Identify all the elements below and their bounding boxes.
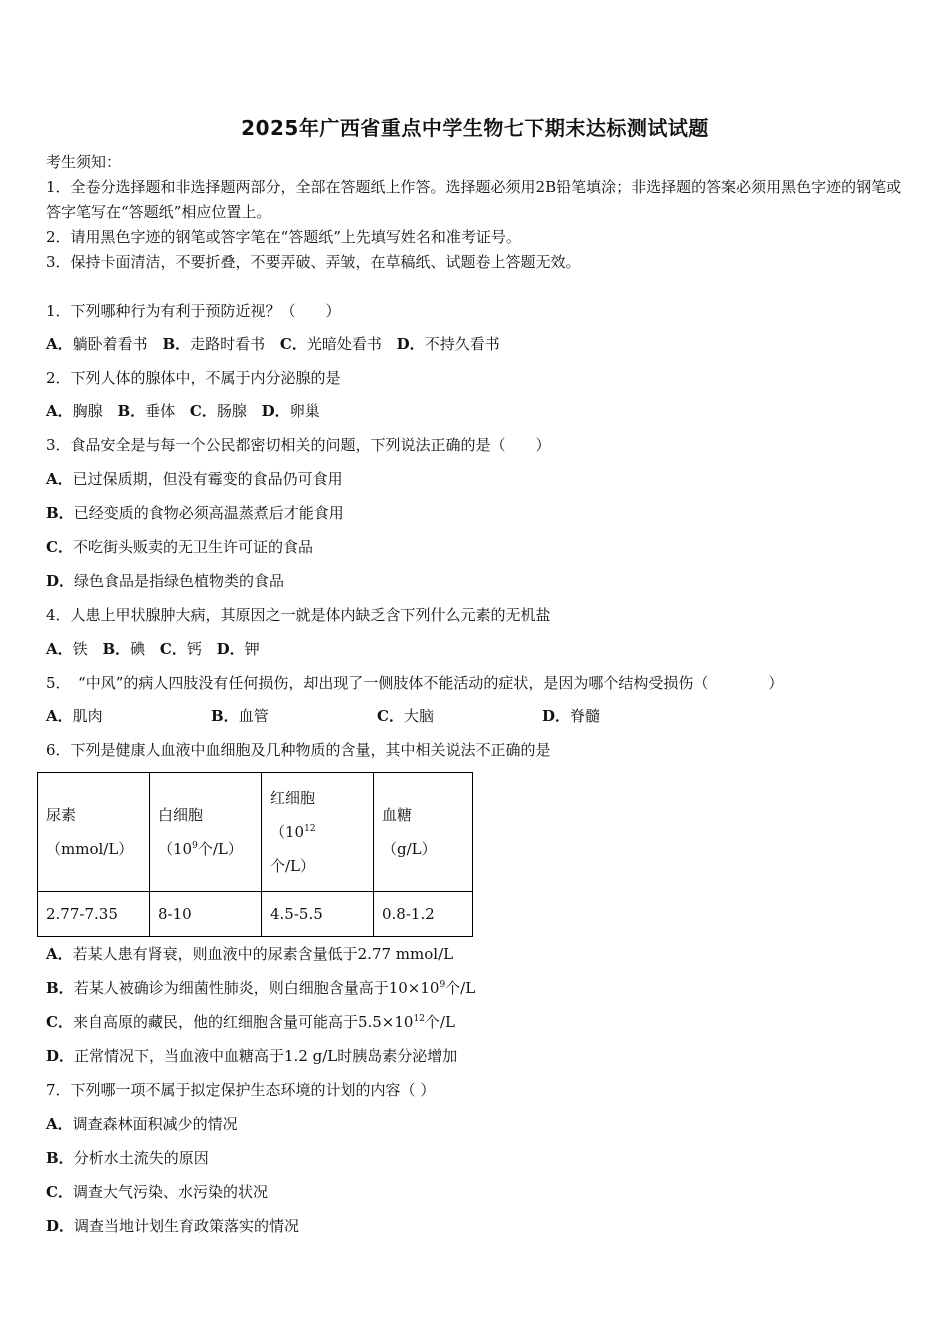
option-row <box>46 537 313 557</box>
header-unit: 个/L） <box>270 857 316 875</box>
option-letter: A． <box>46 640 73 658</box>
option-row <box>46 944 453 964</box>
option-row <box>46 503 344 523</box>
option-letter: D． <box>46 572 75 590</box>
option-letter: D． <box>46 1047 75 1065</box>
option-letter: D． <box>396 335 425 353</box>
option-letter: A． <box>46 470 73 488</box>
option-exponent: 12 <box>413 1014 425 1024</box>
option-text: 正常情况下，当血液中血糖高于1.2 g/L时胰岛素分泌增加 <box>74 1047 458 1065</box>
table-cell: 4.5-5.5 <box>262 892 374 937</box>
header-name: 白细胞 <box>158 806 204 824</box>
table-header-cell <box>150 773 262 892</box>
option-text: 钾 <box>244 640 260 658</box>
question-stem: 7．下列哪一项不属于拟定保护生态环境的计划的内容（ ） <box>46 1081 436 1099</box>
question-options <box>46 401 320 421</box>
option-letter: A． <box>46 945 73 963</box>
option-row <box>46 1046 457 1066</box>
option-letter: B． <box>117 402 146 420</box>
option-row <box>46 1148 209 1168</box>
option-text: 卵巢 <box>289 402 320 420</box>
option-letter: B． <box>46 504 74 522</box>
option-text: 血管 <box>238 707 269 725</box>
option-text: 已经变质的食物必须高温蒸煮后才能食用 <box>73 504 344 522</box>
option-letter: D． <box>542 707 571 725</box>
option-text: 肠腺 <box>216 402 247 420</box>
notice-heading: 考生须知： <box>46 153 122 171</box>
option-row <box>46 1114 238 1134</box>
option-letter: B． <box>102 640 131 658</box>
option-letter: A． <box>46 707 73 725</box>
notice-item: 3．保持卡面清洁，不要折叠，不要弄破、弄皱，在草稿纸、试题卷上答题无效。 <box>46 253 581 271</box>
header-unit: （10 <box>270 823 305 841</box>
table-cell: 2.77-7.35 <box>38 892 150 937</box>
option-row <box>46 978 475 998</box>
option-letter: B． <box>211 707 239 725</box>
option-text: 胸腺 <box>72 402 103 420</box>
option-letter: C． <box>279 335 307 353</box>
table-header-cell <box>38 773 150 892</box>
notice-item: 1．全卷分选择题和非选择题两部分，全部在答题纸上作答。选择题必须用2B铅笔填涂；非选择题的答案必须用黑色字迹的钢笔或答字笔写在“答题纸”相应位置上。 <box>46 178 902 221</box>
header-unit: （10 <box>158 840 193 858</box>
option-letter: A． <box>46 402 73 420</box>
option-letter: C． <box>189 402 217 420</box>
option-letter: C． <box>159 640 187 658</box>
question-stem: 4．人患上甲状腺肿大病，其原因之一就是体内缺乏含下列什么元素的无机盐 <box>46 606 551 624</box>
option-text: 个/L <box>445 979 476 997</box>
option-text: 调查大气污染、水污染的状况 <box>72 1183 268 1201</box>
option-letter: C． <box>46 1013 73 1031</box>
option-letter: A． <box>46 1115 73 1133</box>
option-row <box>46 1182 268 1202</box>
header-unit: （g/L） <box>382 840 437 858</box>
option-letter: C． <box>46 538 73 556</box>
option-letter: B． <box>46 979 74 997</box>
header-unit: 个/L） <box>197 840 243 858</box>
header-unit: （mmol/L） <box>46 840 134 858</box>
option-letter: B． <box>162 335 191 353</box>
option-text: 垂体 <box>145 402 176 420</box>
option-text: 若某人被确诊为细菌性肺炎，则白细胞含量高于10×10 <box>73 979 440 997</box>
question-stem: 1．下列哪种行为有利于预防近视？（ ） <box>46 302 341 320</box>
option-letter: D． <box>46 1217 75 1235</box>
notice-item: 2．请用黑色字迹的钢笔或答字笔在“答题纸”上先填写姓名和准考证号。 <box>46 228 521 246</box>
option-text: 光暗处看书 <box>306 335 382 353</box>
option-text: 铁 <box>72 640 88 658</box>
header-exponent: 9 <box>192 841 198 851</box>
option-text: 不吃街头贩卖的无卫生许可证的食品 <box>72 538 313 556</box>
option-letter: D． <box>261 402 290 420</box>
table-cell: 0.8-1.2 <box>374 892 473 937</box>
option-text: 分析水土流失的原因 <box>73 1149 209 1167</box>
option-row <box>46 1216 299 1236</box>
header-name: 血糖 <box>382 806 413 824</box>
option-letter: A． <box>46 335 73 353</box>
question-options <box>46 639 260 659</box>
option-text: 不持久看书 <box>424 335 500 353</box>
table-cell: 8-10 <box>150 892 262 937</box>
option-text: 碘 <box>130 640 146 658</box>
table-header-cell <box>374 773 473 892</box>
question-stem: 5． “中风”的病人四肢没有任何损伤，却出现了一侧肢体不能活动的症状，是因为哪个结构受损伤（ ） <box>46 674 784 692</box>
header-name: 尿素 <box>46 806 77 824</box>
option-text: 若某人患有肾衰，则血液中的尿素含量低于2.77 mmol/L <box>72 945 454 963</box>
option-text: 躺卧着看书 <box>72 335 148 353</box>
header-exponent: 12 <box>304 824 316 834</box>
option-letter: B． <box>46 1149 74 1167</box>
blood-content-table <box>37 772 473 937</box>
option-text: 绿色食品是指绿色植物类的食品 <box>74 572 285 590</box>
option-text: 个/L <box>424 1013 455 1031</box>
question-options <box>46 334 500 354</box>
option-text: 调查森林面积减少的情况 <box>72 1115 238 1133</box>
option-row <box>46 571 284 591</box>
option-text: 钙 <box>186 640 202 658</box>
option-text: 已过保质期，但没有霉变的食品仍可食用 <box>72 470 343 488</box>
option-letter: C． <box>46 1183 73 1201</box>
option-row <box>46 1012 455 1032</box>
option-text: 调查当地计划生育政策落实的情况 <box>74 1217 300 1235</box>
question-stem: 2．下列人体的腺体中，不属于内分泌腺的是 <box>46 369 341 387</box>
option-text: 脊髓 <box>570 707 601 725</box>
header-name: 红细胞 <box>270 789 316 807</box>
option-text: 肌肉 <box>72 707 103 725</box>
option-row <box>46 469 343 489</box>
option-letter: D． <box>216 640 245 658</box>
page-title: 2025年广西省重点中学生物七下期末达标测试试题 <box>241 116 709 140</box>
question-stem: 3．食品安全是与每一个公民都密切相关的问题，下列说法正确的是（ ） <box>46 436 551 454</box>
option-text: 走路时看书 <box>190 335 266 353</box>
question-stem: 6．下列是健康人血液中血细胞及几种物质的含量，其中相关说法不正确的是 <box>46 741 551 759</box>
table-header-cell <box>262 773 374 892</box>
option-exponent: 9 <box>439 980 446 990</box>
option-text: 大脑 <box>403 707 434 725</box>
option-letter: C． <box>377 707 404 725</box>
notice-section <box>46 150 906 275</box>
option-text: 来自高原的藏民，他的红细胞含量可能高于5.5×10 <box>72 1013 414 1031</box>
